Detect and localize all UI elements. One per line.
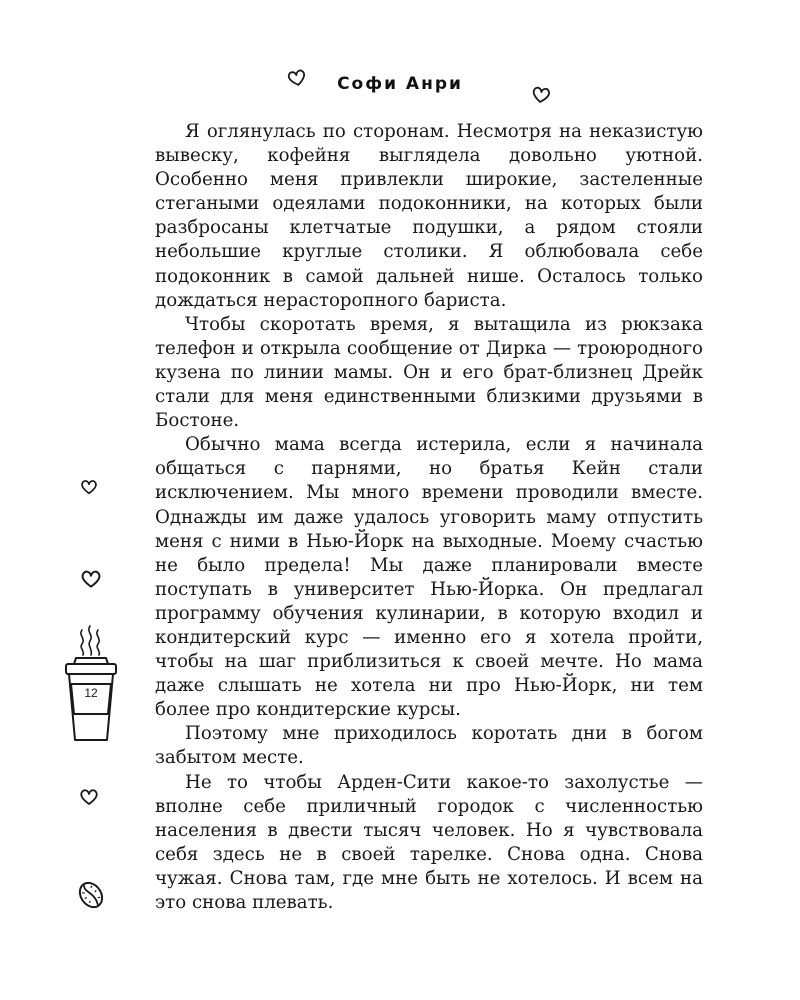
paragraph: Не то чтобы Арден-Сити какое-то захолустье — вполне себе приличный городок с численностью населения в двести тысяч человек. Но я чувствовала себя здесь не в своей тарелке. Снова одна. Снова чужая. Снова там, где мне быть не хотелось. И всем на это снова плевать.: [155, 771, 703, 913]
page-number: 12: [84, 686, 98, 700]
coffee-cup-icon: [58, 622, 124, 746]
coffee-bean-icon: [76, 880, 106, 910]
heart-icon: [79, 568, 103, 590]
running-header-author: Софи Анри: [337, 74, 463, 94]
heart-icon: [530, 85, 552, 105]
paragraph: Я оглянулась по сторонам. Несмотря на неказистую вывеску, кофейня выглядела довольно уютной. Особенно меня привлекли широкие, застеленные стегаными одеялами подоконники, на которых были разбросаны клетчатые подушки, а рядом стояли небольшие круглые столики. Я облюбовала себе подоконник в самой дальней нише. Осталось только дождаться нерасторопного бариста.: [155, 121, 703, 311]
heart-icon: [78, 787, 100, 807]
paragraph: Обычно мама всегда истерила, если я начинала общаться с парнями, но братья Кейн стали исключением. Мы много времени проводили вместе. Однажды им даже удалось уговорить маму отпустить меня с ними в Нью-Йорк на выходные. Моему счастью не было предела! Мы даже планировали вместе поступать в университет Нью-Йорка. Он предлагал программу обучения кулинарии, в которую входил и кондитерский курс — именно его я хотела пройти, чтобы на шаг приблизиться к своей мечте. Но мама даже слышать не хотела ни про Нью-Йорк, ни тем более про кондитерские курсы.: [155, 434, 703, 721]
page-body: [155, 120, 703, 915]
paragraph: Чтобы скоротать время, я вытащила из рюкзака телефон и открыла сообщение от Дирка — троюродного кузена по линии мамы. Он и его брат-близнец Дрейк стали для меня единственными близкими друзьями в Бостоне.: [155, 313, 703, 432]
heart-icon: [79, 478, 99, 496]
paragraph: Поэтому мне приходилось коротать дни в богом забытом месте.: [155, 723, 703, 769]
heart-icon: [286, 68, 308, 88]
